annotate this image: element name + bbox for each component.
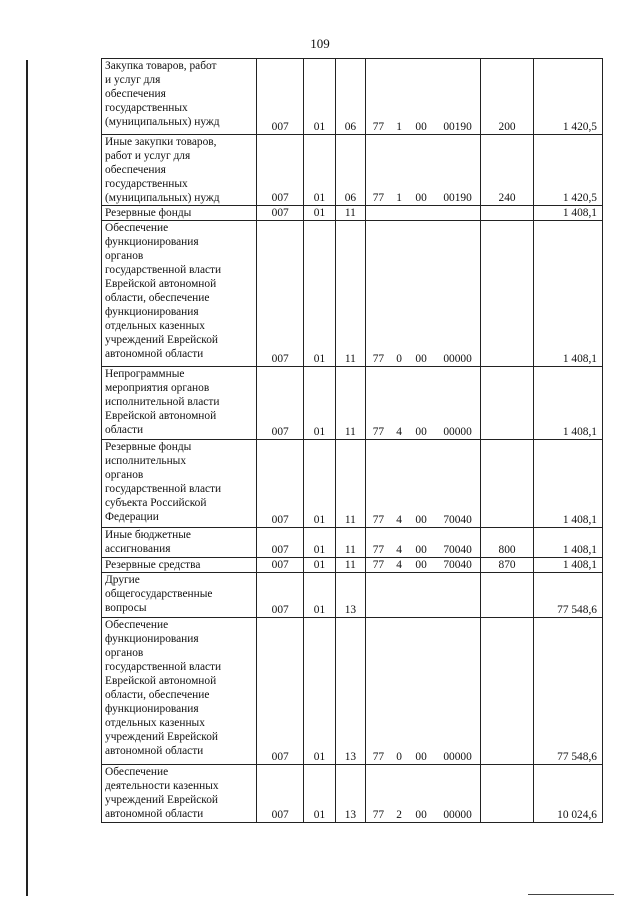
program-code-part2-cell: 1 [391, 135, 408, 206]
expense-name-cell: Обеспечение деятельности казенных учреждений Еврейской автономной области [102, 765, 257, 823]
section-code-cell: 01 [304, 59, 335, 135]
program-code-part4-cell: 00000 [435, 221, 481, 367]
program-code-part4-cell: 00000 [435, 618, 481, 765]
program-code-part3-cell: 00 [408, 59, 435, 135]
program-code-part2-cell: 2 [391, 765, 408, 823]
program-code-part4-cell: 00000 [435, 765, 481, 823]
table-row [102, 558, 603, 573]
program-code-part3-cell: 00 [408, 528, 435, 558]
expense-name-cell: Иные бюджетные ассигнования [102, 528, 257, 558]
section-code-cell: 01 [304, 367, 335, 440]
expense-type-code-cell [481, 367, 533, 440]
expense-name-cell: Непрограммные мероприятия органов исполнительной власти Еврейской автономной области [102, 367, 257, 440]
expense-name-cell: Резервные средства [102, 558, 257, 573]
program-code-part2-cell: 4 [391, 558, 408, 573]
program-code-part4-cell: 70040 [435, 558, 481, 573]
subsection-code-cell: 11 [335, 221, 365, 367]
expense-type-code-cell: 800 [481, 528, 533, 558]
subsection-code-cell: 11 [335, 558, 365, 573]
expense-name-cell: Иные закупки товаров, работ и услуг для обеспечения государственных (муниципальных) нужд [102, 135, 257, 206]
ved-code-cell: 007 [257, 528, 304, 558]
ved-code-cell: 007 [257, 558, 304, 573]
section-code-cell: 01 [304, 618, 335, 765]
left-margin-rule [26, 60, 28, 896]
ved-code-cell: 007 [257, 206, 304, 221]
program-code-part2-cell: 0 [391, 618, 408, 765]
program-code-part1-cell: 77 [366, 367, 391, 440]
program-code-part4-cell: 00190 [435, 135, 481, 206]
program-code-part4-cell: 70040 [435, 440, 481, 528]
amount-cell: 77 548,6 [533, 573, 602, 618]
subsection-code-cell: 11 [335, 440, 365, 528]
table-row [102, 618, 603, 765]
ved-code-cell: 007 [257, 59, 304, 135]
program-code-part3-cell [408, 206, 435, 221]
program-code-part4-cell: 70040 [435, 528, 481, 558]
program-code-part1-cell: 77 [366, 440, 391, 528]
table-row [102, 440, 603, 528]
table-row [102, 221, 603, 367]
program-code-part3-cell: 00 [408, 558, 435, 573]
program-code-part3-cell: 00 [408, 135, 435, 206]
expense-type-code-cell [481, 573, 533, 618]
program-code-part2-cell: 4 [391, 440, 408, 528]
program-code-part2-cell [391, 573, 408, 618]
subsection-code-cell: 11 [335, 528, 365, 558]
amount-cell: 10 024,6 [533, 765, 602, 823]
expense-type-code-cell [481, 221, 533, 367]
ved-code-cell: 007 [257, 367, 304, 440]
program-code-part1-cell: 77 [366, 528, 391, 558]
program-code-part3-cell: 00 [408, 618, 435, 765]
subsection-code-cell: 13 [335, 573, 365, 618]
amount-cell: 1 408,1 [533, 367, 602, 440]
subsection-code-cell: 06 [335, 135, 365, 206]
subsection-code-cell: 11 [335, 206, 365, 221]
amount-cell: 1 408,1 [533, 440, 602, 528]
page-number: 109 [310, 36, 330, 51]
expense-type-code-cell [481, 618, 533, 765]
program-code-part2-cell: 1 [391, 59, 408, 135]
subsection-code-cell: 13 [335, 765, 365, 823]
table-row [102, 765, 603, 823]
subsection-code-cell: 13 [335, 618, 365, 765]
expense-type-code-cell [481, 765, 533, 823]
table-row [102, 135, 603, 206]
amount-cell: 1 408,1 [533, 558, 602, 573]
section-code-cell: 01 [304, 765, 335, 823]
amount-cell: 1 408,1 [533, 528, 602, 558]
expense-type-code-cell [481, 440, 533, 528]
section-code-cell: 01 [304, 206, 335, 221]
program-code-part2-cell: 0 [391, 221, 408, 367]
ved-code-cell: 007 [257, 440, 304, 528]
section-code-cell: 01 [304, 573, 335, 618]
program-code-part1-cell: 77 [366, 59, 391, 135]
expense-name-cell: Другие общегосударственные вопросы [102, 573, 257, 618]
expense-name-cell: Закупка товаров, работ и услуг для обеспечения государственных (муниципальных) нужд [102, 59, 257, 135]
table-row [102, 573, 603, 618]
program-code-part3-cell: 00 [408, 765, 435, 823]
table-row [102, 206, 603, 221]
ved-code-cell: 007 [257, 765, 304, 823]
program-code-part3-cell: 00 [408, 221, 435, 367]
expense-type-code-cell: 200 [481, 59, 533, 135]
expense-name-cell: Обеспечение функционирования органов государственной власти Еврейской автономной области, обеспечение функционирования отдельных казенных учреждений Еврейской автономной области [102, 221, 257, 367]
ved-code-cell: 007 [257, 135, 304, 206]
program-code-part3-cell: 00 [408, 440, 435, 528]
section-code-cell: 01 [304, 528, 335, 558]
program-code-part3-cell [408, 573, 435, 618]
subsection-code-cell: 11 [335, 367, 365, 440]
program-code-part4-cell: 00000 [435, 367, 481, 440]
amount-cell: 1 408,1 [533, 221, 602, 367]
table-row [102, 528, 603, 558]
program-code-part2-cell [391, 206, 408, 221]
budget-table [101, 58, 603, 823]
program-code-part1-cell: 77 [366, 135, 391, 206]
ved-code-cell: 007 [257, 573, 304, 618]
table-row [102, 367, 603, 440]
expense-name-cell: Обеспечение функционирования органов государственной власти Еврейской автономной области, обеспечение функционирования отдельных казенных учреждений Еврейской автономной области [102, 618, 257, 765]
section-code-cell: 01 [304, 558, 335, 573]
bottom-rule [528, 894, 614, 895]
program-code-part2-cell: 4 [391, 367, 408, 440]
program-code-part1-cell [366, 206, 391, 221]
program-code-part1-cell: 77 [366, 221, 391, 367]
ved-code-cell: 007 [257, 221, 304, 367]
program-code-part1-cell [366, 573, 391, 618]
table-row [102, 59, 603, 135]
expense-name-cell: Резервные фонды [102, 206, 257, 221]
expense-name-cell: Резервные фонды исполнительных органов государственной власти субъекта Российской Федерации [102, 440, 257, 528]
amount-cell: 1 408,1 [533, 206, 602, 221]
program-code-part4-cell [435, 573, 481, 618]
subsection-code-cell: 06 [335, 59, 365, 135]
section-code-cell: 01 [304, 440, 335, 528]
section-code-cell: 01 [304, 135, 335, 206]
ved-code-cell: 007 [257, 618, 304, 765]
program-code-part3-cell: 00 [408, 367, 435, 440]
program-code-part1-cell: 77 [366, 558, 391, 573]
section-code-cell: 01 [304, 221, 335, 367]
amount-cell: 1 420,5 [533, 59, 602, 135]
expense-type-code-cell: 870 [481, 558, 533, 573]
program-code-part1-cell: 77 [366, 618, 391, 765]
expense-type-code-cell: 240 [481, 135, 533, 206]
program-code-part1-cell: 77 [366, 765, 391, 823]
amount-cell: 77 548,6 [533, 618, 602, 765]
program-code-part2-cell: 4 [391, 528, 408, 558]
program-code-part4-cell [435, 206, 481, 221]
expense-type-code-cell [481, 206, 533, 221]
program-code-part4-cell: 00190 [435, 59, 481, 135]
amount-cell: 1 420,5 [533, 135, 602, 206]
